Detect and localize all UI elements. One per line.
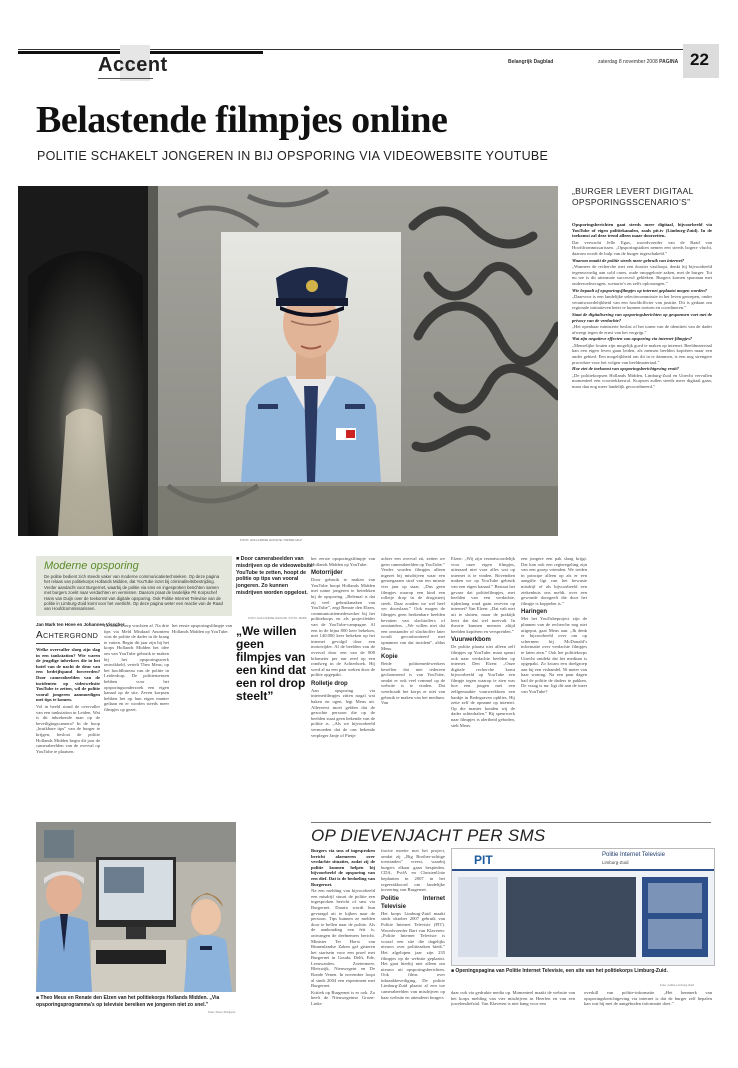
article-col3-body3: Aan opsporing via internetfilmpjes zitten nogal wat haken en ogen, legt Meus uit. Allereerst moet gelden dat de gezochte persoon die op de beelden staat geen bekende van de politie is. „Als we bijvoorbeeld vermoeden dat de ons bekende verpleger Janje of Pietje (311, 687, 375, 738)
interview-q1: Waarom maakt de politie steeds meer gebruik van internet? (572, 257, 685, 263)
pit-caption-credit: Foto: politie Limburg-Zuid (660, 983, 695, 987)
main-photo-svg (18, 186, 558, 536)
pit-video (506, 877, 636, 957)
article-col6-body2: Met het YouTubeproject zijn de plannen van de recherche nog niet uitgeput, gaat Meus aan. „Ik denk er bijvoorbeeld over om op schermen bij McDonald’s informatie over verdachte filmpjes te laten zien.” Ook het politiekorps Utrecht ontdekt dat het medium is opgepakt. Zo kwam een doelgroep aan bij een vishandel, 56 meter van haar woning. Na een paar dagen had de politie de daders te pakken. De vraag is nu: ligt dit aan de inzet van YouTube? (521, 616, 587, 695)
sms-lead: Burgers via sms of ingesproken bericht alarmeren over verdachte situaties, zodat zij de politie kunnen helpen bij bijvoorbeeld de opsporing van een dief. Dat is de bedoeling van Burgernet. (311, 848, 375, 887)
article-col2b-body: het eerste opsporingsfilmpje van Hollands Midden op YouTube. (172, 623, 232, 634)
article-col-6 (521, 556, 587, 814)
page-label: PAGINA (659, 59, 679, 65)
sub-motorrijder: Motorrijder (311, 570, 343, 577)
officers-photo-svg (36, 822, 236, 992)
box-title: Moderne opsporing (44, 560, 139, 572)
subheadline: POLITIE SCHAKELT JONGEREN IN BIJ OPSPORING VIA VIDEOWEBSITE YOUTUBE (37, 149, 549, 163)
sms-col2-body: fractie moeite met het project, omdat zij „Big Brother-achtige toestanden” vreest, waarbij burgers elkaar gaan bespieden. CDA, PvdA en ChristenUnie beplanten in 2007 in het regeerakkoord om landelijke invoering van Burgernet. (381, 848, 445, 893)
kicker: Achtergrond (36, 630, 99, 641)
sms-col1-end: Kritiek op Burgernet is er ook. Zo heeft de Nieuwegeinse Groen-Links- (311, 989, 375, 1007)
sub-haringen: Haringen (521, 609, 548, 616)
interview-p6: „Het openbaar ministerie beslist of het tonen van de identiteit van de dader afweegt tegen de ernst van het vergrijp.” (572, 324, 712, 335)
date-text: zaterdag 8 november 2008 (598, 59, 658, 65)
caption-top-credit: FOTO: HOLLANDSE HOOGTE / FOTO: MARK (248, 616, 307, 620)
sms-col-4 (584, 990, 712, 1018)
sms-col2-body2: Het korps Limburg-Zuid maakt sinds oktober 2007 gebruik van Politie Internet Televisie (PIT). Woordvoerder Bart van Klaveren: „Politie Internet Televisie is vooral een site die dagelijks nieuws over politiezaken biedt.” Het afgelopen jaar zijn 235 filmpjes op de website geplaatst. Het gaat hierbij niet alleen om nieuws uit opsporingsberichten. Ook films over inbraakbeveiliging. De politie Limburg-Zuid plaatst al een toe camerabeelden van misdrijven op haar website en attendeert burgers (381, 910, 445, 1000)
article-col5-body2: De politie plaatst niet alleen zelf filmpjes op YouTube, maar speurt ook naar verdachte beelden op internet. Den Elzen: „Onze digitale recherche komt bijvoorbeeld op YouTube een filmpje tegen waarop te zien was hoe een jongen met een zelfgemaakte vuurwerkbom een bankje in Bodegraven opblies. Hij zette zelf de opname op internet. Op die manier konden wij de dader achterhalen.” Bij speurwerk naar filmpjes is alertheid geboden, stelt Meus. (451, 644, 515, 728)
box-text: De politie bedient zich steeds vaker van moderne communicatietechnieken. Op deze pagina het relaas van politiekorps Hollands Midden, dat YouTube inzet bij criminaliteitsbestrijding. Verder aandacht voor Burgernet, waarbij de politie via sms en ingesproken berichten samen met burgers zoekt naar verdachten en vermisten. Daarom praat de landelijke Pit Korpschef Hans van Duijn over de toekomst van digitale opsporing. Ook Politie Internet Televisie van de politie in Limburg-Zuid komt voor het voetlicht. Op deze pagina weter een reactie van de Raad van Hoofdcommissarissen. (44, 574, 223, 612)
interview-intro: Opsporingsberichten gaat steeds meer digitaal, bijvoorbeeld via YouTube of eigen politiekanalen, zoals pit.tv (Limburg-Zuid). In de toekomst zal deze trend alleen maar doorzetten. (572, 222, 712, 239)
interview-q5: Hoe ziet de toekomst van opsporingsberichtgeving eruit? (572, 366, 679, 372)
article-col3-body2: Door gebruik te maken van YouTube hoopt Hollands Midden met name jongeren te betrekken bij de opsporing. „Belemal is dat zij veel gebruikmaken van YouTube”, zegt Renate den Elzen, communicatiemedewerker bij het politiekorps en als projectleider van de YouTube-campagne. Al een in de bijna 800 keer bekeken, met 140.000 keer bekeken op het internet gevolgd door een motorrijder. Al de beelden van de overval door een van de 800 kilometer per uur reed op een rondweg in de Achterhoek. Hij werd al na een paar weken door de politie opgepakt. (311, 577, 375, 678)
pullquote (236, 625, 306, 703)
sms-rule (311, 822, 711, 823)
main-photo-credit: FOTO: HOLLANDSE HOOGTE / PETER HILZ (240, 538, 302, 542)
article-col4-body: achter een overval zit, zetten we geen camerabeelden op YouTube.” Verder worden filmpjes alleen ingezet bij misdrijven waar een genoegzaam straf van ten minste vier jaar op staat. „Dus geen filmpjes waarop een kind een rolletje drop in de drogisterij steelt. Daar zouden we wel heel ver doorslaan.” Ook mogen de filmpjes geen herkenbare beelden bevatten van slachtoffers of omstanders. „We willen niet dat een omstander of slachtoffer later wordt geconfronteerd met opnamen van dat incident”, aldus Meus. (381, 556, 445, 651)
page-number: 22 (690, 50, 709, 69)
officers-caption: ■ Theo Meus en Renate den Elzen van het politiekorps Hollands Midden. „Via opsporingsprogramma’s op televisie bereiken we jongeren niet zo snel.” (36, 995, 220, 1008)
sub-rolletje-drop: Rolletje drop (311, 680, 348, 687)
pit-region: Limburg-Zuid (602, 860, 629, 865)
pit-caption: ■ Openingspagina van Politie Internet Televisie, een site van het politiekorps Limburg-Zuid. (451, 968, 668, 974)
sms-title: OP DIEVENJACHT PER SMS (311, 826, 546, 845)
officers-photo (36, 822, 236, 992)
sms-col-2 (381, 848, 445, 1018)
article-col-3 (311, 556, 375, 766)
caption-top: ■ Door camerabeelden van misdrijven op de videowebsite YouTube te zetten, hoopt de politie op tips van vooral jongeren. Zo kunnen misdrijven worden opgelost. (236, 556, 313, 596)
sms-col1-body: Na een melding van bijvoorbeeld een misdrijf stuurt de politie een ingesproken bericht of sms via Burgernet. Daarin wordt hun gevraagd uit te kijken naar de persoon. Tips kunnen ze melden door te bellen naar de politie. Als de aanhouding een feit is, ontvangen de deelnemers bericht. Minister Ter Horst van Binnenlandse Zaken gaf gisteren het startsein voor een proef met Burgernet in Gouda, Delft, Ede, Leeuwarden, Zoetermeer, Bleiswijk, Nieuwegein en De Ronde Venen. In november loopt al sinds 2004 een experiment met Burgernet. (311, 888, 375, 989)
interview-p8: „Menselijke fouten zijn mogelijk goed te maken op internet. Beeldmateriaal kan een eigen leven gaan leiden, als mensen beelden kopiëren maar een ander gebied. Een mogelijkheid om dit in te dammen, is een nog strengere procedure voor het volgen van beeldmateriaal.” (572, 342, 712, 365)
section-underline (98, 78, 153, 79)
pit-side-thumb-2 (648, 919, 702, 949)
article-col5-body: Elzen: „Wij zijn verantwoordelijk voor onze eigen filmpjes, uiteraard niet voor alles wat op internet is te vinden. Bovendien maken we op YouTube gebruik van een eigen kanaal.” Bestaat het gevaar dat politiefilmpjes, met beelden van een verdachte, tijdenlang rond gaan zweven op internet? Van Elzen: „Dat valt niet uit te sluiten, maar de praktijk leert dat dat wel meevalt. In theorie kunnen mensen altijd beelden kopiëren en verspreiden.” (451, 556, 515, 634)
sms-col3-body: daar ook via gedrukte media op. Momenteel maakt de website van het korps melding van vier misdrijven in Heerlen en van een juwelendiefstal. Van Klaveren is niet bang voor een (451, 990, 575, 1007)
sub-pit: Politie Internet Televisie (381, 895, 445, 910)
pit-logo: PIT (474, 853, 493, 867)
publication-name: Belangrijk Dagblad (508, 59, 554, 65)
interview-title: „BURGER LEVERT DIGITAAL OPSPORINGSSCENARIO’S” (572, 186, 694, 207)
sub-vuurwerkbom: Vuurwerkbom (451, 637, 491, 644)
article-col-2 (104, 623, 169, 765)
pullquote-left-col (172, 623, 232, 765)
sms-col4-body: overkill van politie-informatie. „Het kenmerk van opsporingsberichtgeving via internet is dat de burger zelf bepalen kan wat hij met de aangeboden informatie doet.” (584, 990, 712, 1007)
sms-col-1 (311, 848, 375, 1018)
article-col-4 (381, 556, 445, 766)
kicker-rule (36, 643, 100, 644)
article-lead: Welke overvaller sloeg zijn slag in een tankstation? Wie waren de jeugdige inbrekers die in het hotel van de nacht de deur van een bedrijfspand forceerden? Door camerabeelden van de incidenten op videowebsite YouTube te zetten, wil de politie vooral jongeren aanmoedigen met tips te komen. (36, 647, 100, 703)
officers-caption-credit: Foto: Peter Schipper (208, 1010, 236, 1014)
byline: Jan Mark ten Hove en Johannes Visscher (36, 622, 125, 627)
article-col-5 (451, 556, 515, 814)
article-col6-body: een jongere een pak slaag krijgt. Dat kan ook een regieregeling zijn van een groep vrienden. We treden in principe alleen op als er een aangifte ligt van het bewuste misdrijf of als bijvoorbeeld een ziekenhuis ons meldt, over een gewonde doorgeeft die door het filmpje is koppelen is.” (521, 556, 587, 606)
interview-q3: Staat de digitalisering van opsporingsberichten op gespannen voet met de privacy van de verdachte? (572, 311, 712, 323)
interview-p0: Dat verwacht Jelle Egas, woordvoerder van de Raad van Hoofdcommissarissen. „Opsporingstaken nemen een steeds hogere vlucht, daarom wordt de hulp van de burger ingeschakeld.” (572, 239, 712, 256)
interview-p4: „Daarvoor is een landelijke selectiecommissie in het leven geroepen, onder verantwoordelijkheid van een hoofdofficier van justitie. Dit is gedaan om regionale initiatieven beter te kunnen toetsen en coordineren.” (572, 294, 712, 311)
pit-screenshot (451, 848, 715, 966)
article-col3-body: het eerste opsporingsfilmpje van Hollands Midden op YouTube. (311, 556, 375, 567)
article-col-1 (36, 647, 100, 765)
main-photo (18, 186, 558, 536)
interview-q2: Wie bepaalt of opsporingsfilmpjes op internet geplaatst mogen worden? (572, 287, 708, 293)
interview-column (572, 222, 712, 542)
pit-side-thumb (648, 883, 702, 913)
article-col2-body: De actie wierp vruchten af. Na drie tips via Meld Misdaad Anoniem wist de politie de dader in de kraag te vatten. Begin dit jaar zijn bij het korps Hollands Midden het idee om van YouTube gebruik te maken bij het opsporingswerk ontwikkeld, vertelt Theo Meus, op het hoofdbureau van de politie in Leiderdorp. De politiemensen hebben voor het opsporingsonderzoek een eigen kanaal op de site. Zeven korpsen hebben het op hun eigen manier gedaan en er worden steeds meer filmpjes op gezet. (104, 623, 169, 712)
article-col1-body: Vol in beeld stond de overvaller van een tankstation in Leiden. Wat is dit inbrekende man op de beveiligingscamera? In de hoop „bruikbare tips” van de burger te krijgen, besloot de politie Hollands Midden begin dit jaar de camerabeelden van de overval op YouTube te plaatsen. (36, 703, 100, 754)
pit-title: Politie Internet Televisie (602, 852, 665, 858)
sub-kopie: Kopie (381, 654, 398, 661)
pit-nav (458, 877, 498, 957)
sms-col-3 (451, 990, 575, 1018)
interview-p2: „Wanneer de recherche met een dossier vastloopt, denkt hij bijvoorbeeld tegenwoordig aan cold cases, oude onopgeloste zaken, met de burger. Tot nu toe is dit uitermate succesvol gebleken. Burgers komen spontaan met onderzoeksvragen, scenario’s en zelfs oplossingen.” (572, 264, 712, 286)
moderne-opsporing-box (36, 556, 232, 616)
interview-q4: Wat zijn negatieve effecten van opsporing via internet-filmpjes? (572, 336, 693, 342)
interview-p10: „De politiekorpsen Hollands Midden, Limburg-Zuid en Utrecht vervullen momenteel een voortrekkersrol. Korpsen zullen steeds meer digitaal gaan, maar dan nog meer landelijk gecoordineerd.” (572, 372, 712, 390)
headline: Belastende filmpjes online (36, 99, 448, 141)
pullquote-text: „We willen geen filmpjes van een kind dat een rol drop steelt” (236, 624, 307, 703)
article-col4-body2: Beide politiemedewerkers beseffen dat niet iedereen gecharmeerd is van YouTube, omdat er ook veel rommel op de website is te vinden. Dat weerhoudt het korps er niet van gebruik te maken van het medium. Van (381, 661, 445, 706)
page-date (598, 59, 678, 65)
header-rule (18, 49, 690, 50)
section-title: Accent (98, 54, 168, 76)
